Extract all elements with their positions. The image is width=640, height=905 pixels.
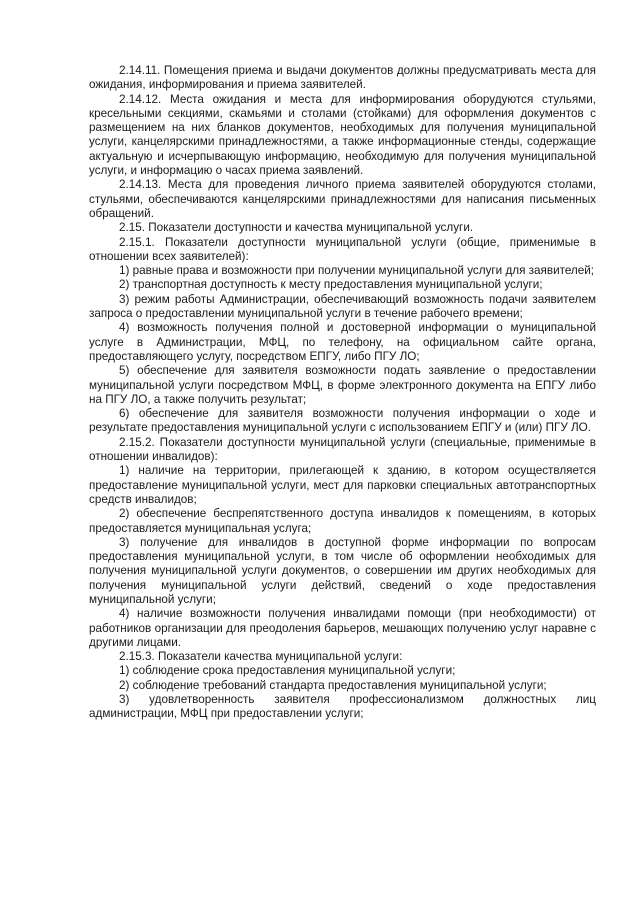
list-item-2-15-3-2: 2) соблюдение требований стандарта предоставления муниципальной услуги; — [119, 678, 547, 692]
list-item-2-15-2-4: 4) наличие возможности получения инвалидами помощи (при необходимости) от работников организации для преодоления барьеров, мешающих получению услуг наравне с другими лицами. — [89, 607, 596, 649]
list-item-2-15-1-3: 3) режим работы Администрации, обеспечивающий возможность подачи заявителем запроса о предоставлении муниципальной услуги в течение рабочего времени; — [89, 292, 596, 321]
list-item-2-15-1-5: 5) обеспечение для заявителя возможности подать заявление о предоставлении муниципальной услуги посредством МФЦ, в форме электронного документа на ЕПГУ либо на ПГУ ЛО, а также получить результат; — [89, 364, 596, 406]
paragraph-2-14-11: 2.14.11. Помещения приема и выдачи документов должны предусматривать места для ожидания, информирования и приема заявителей. — [89, 64, 596, 92]
paragraph-2-15-3: 2.15.3. Показатели качества муниципальной услуги: — [119, 650, 403, 664]
list-item-2-15-3-1: 1) соблюдение срока предоставления муниципальной услуги; — [119, 664, 456, 678]
paragraph-2-14-12: 2.14.12. Места ожидания и места для информирования оборудуются стульями, кресельными секциями, скамьями и столами (стойками) для оформления документов с размещением на них бланков документов, необходимых для получения муниципальной услуги, канцелярскими принадлежностями, а также информационные стенды, содержащие актуальную и исчерпывающую информацию, необходимую для получения муниципальной услуги, и информацию о часах приема заявлений. — [89, 92, 596, 178]
list-item-2-15-1-6: 6) обеспечение для заявителя возможности получения информации о ходе и результате предоставления муниципальной услуги с использованием ЕПГУ и (или) ПГУ ЛО. — [89, 407, 596, 435]
paragraph-2-15-2: 2.15.2. Показатели доступности муниципальной услуги (специальные, применимые в отношении инвалидов): — [89, 435, 596, 464]
document-page — [89, 64, 596, 722]
list-item-2-15-2-2: 2) обеспечение беспрепятственного доступа инвалидов к помещениям, в которых предоставляется муниципальная услуга; — [89, 507, 596, 535]
list-item-2-15-3-3: 3) удовлетворенность заявителя профессионализмом должностных лиц администрации, МФЦ при предоставлении услуги; — [89, 693, 596, 721]
paragraph-2-15: 2.15. Показатели доступности и качества муниципальной услуги. — [119, 221, 474, 235]
list-item-2-15-1-1: 1) равные права и возможности при получении муниципальной услуги для заявителей; — [119, 264, 595, 278]
list-item-2-15-1-4: 4) возможность получения полной и достоверной информации о муниципальной услуге в Администрации, МФЦ, по телефону, на официальном сайте органа, предоставляющего услугу, посредством ЕПГУ, либо ПГУ ЛО; — [89, 321, 596, 363]
paragraph-2-15-1: 2.15.1. Показатели доступности муниципальной услуги (общие, применимые в отношении всех заявителей): — [89, 235, 596, 263]
list-item-2-15-2-3: 3) получение для инвалидов в доступной форме информации по вопросам предоставления муниципальной услуги, в том числе об оформлении необходимых для получения муниципальной услуги документов, о совершении им других необходимых для получения муниципальной услуги действий, сведений о ходе предоставления муниципальной услуги; — [89, 535, 596, 606]
paragraph-2-14-13: 2.14.13. Места для проведения личного приема заявителей оборудуются столами, стульями, обеспечиваются канцелярскими принадлежностями для написания письменных обращений. — [89, 178, 596, 220]
list-item-2-15-1-2: 2) транспортная доступность к месту предоставления муниципальной услуги; — [119, 278, 543, 292]
list-item-2-15-2-1: 1) наличие на территории, прилегающей к зданию, в котором осуществляется предоставление муниципальной услуги, мест для парковки специальных автотранспортных средств инвалидов; — [89, 464, 596, 506]
